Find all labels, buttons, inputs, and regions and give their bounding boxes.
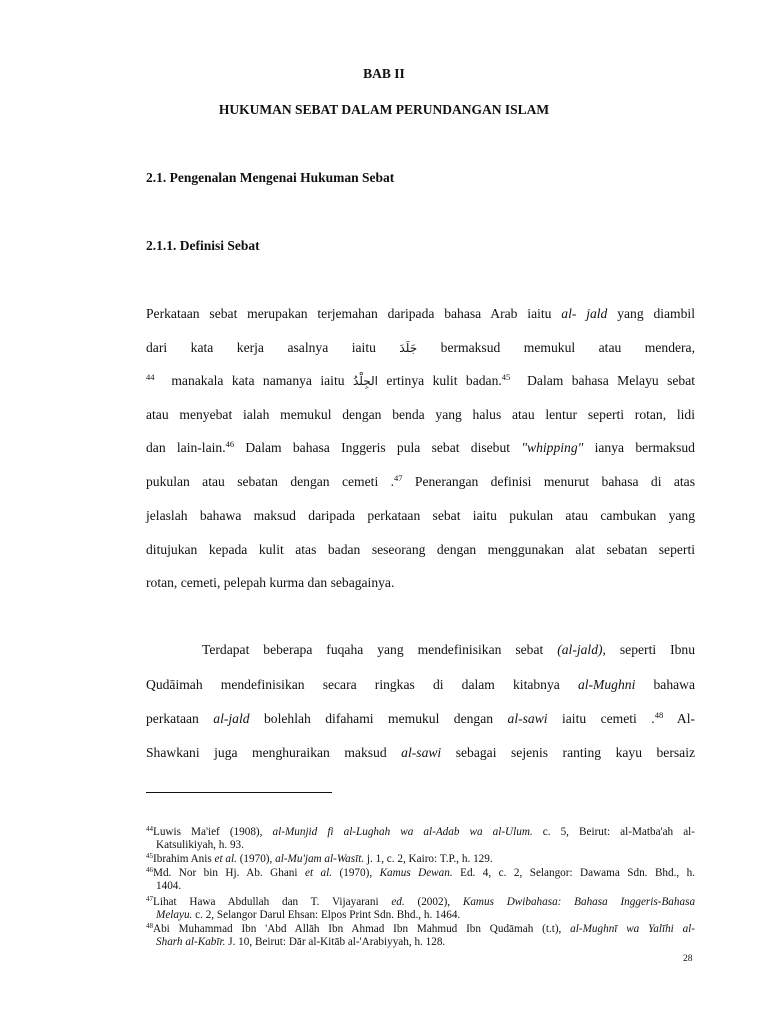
p2-line-4: Shawkani juga menghuraikan maksud al-sawi sebagai sejenis ranting kayu bersaiz	[146, 745, 696, 760]
p1-line-6: pukulan atau sebatan dengan cemeti .$^{47}$ Penerangan definisi menurut bahasa di atas	[146, 473, 695, 489]
p2-line-2: Qudāimah mendefinisikan secara ringkas di dalam kitabnya al-Mughni bahawa	[146, 677, 695, 692]
p1-line-2: dari kata kerja asalnya iaitu جَلَدَ bermaksud memukul atau mendera,	[146, 340, 695, 355]
footnote-44: $^{44}$Luwis Ma'ief (1908), al-Munjid fi al-Lughah wa al-Adab wa al-Ulum. c. 5, Beirut: al-Matba'ah al-	[146, 825, 695, 838]
footnote-45: $^{45}$Ibrahim Anis et al. (1970), al-Mu'jam al-Wasīt. j. 1, c. 2, Kairo: T.P., h. 129.	[146, 852, 493, 865]
chapter-title: HUKUMAN SEBAT DALAM PERUNDANGAN ISLAM	[218, 102, 550, 117]
footnote-46: $^{46}$Md. Nor bin Hj. Ab. Ghani et al. (1970), Kamus Dewan. Ed. 4, c. 2, Selangor: Dawama Sdn. Bhd., h.	[146, 866, 696, 879]
p1-line-9: rotan, cemeti, pelepah kurma dan sebagainya.	[146, 575, 395, 590]
arabic-noun: الجِلْدُ	[352, 374, 378, 388]
section-heading: 2.1. Pengenalan Mengenai Hukuman Sebat	[146, 170, 395, 185]
arabic-verb: جَلَدَ	[399, 341, 418, 355]
page-number: 28	[683, 954, 693, 964]
footnote-46-cont: 1404.	[156, 880, 182, 892]
p1-line-7: jelaslah bahawa maksud daripada perkataan sebat iaitu pukulan atau cambukan yang	[146, 508, 695, 523]
p2-line-3: perkataan al-jald bolehlah difahami memukul dengan al-sawi iaitu cemeti .$^{48}$ Al-	[146, 710, 696, 726]
p1-line-5: dan lain-lain.$^{46}$ Dalam bahasa Inggeris pula sebat disebut "whipping" ianya bermaksud	[146, 439, 695, 455]
chapter-label: BAB II	[363, 66, 405, 81]
p1-line-4: atau menyebat ialah memukul dengan benda yang halus atau lentur seperti rotan, lidi	[146, 407, 695, 422]
p1-line-3: $^{44}$ manakala kata namanya iaitu الجِلْدُ ertinya kulit badan.$^{45}$ Dalam bahasa Melayu sebat	[146, 372, 696, 388]
p1-line-1: Perkataan sebat merupakan terjemahan daripada bahasa Arab iaitu al- jald yang diambil	[146, 306, 695, 321]
footnote-47-cont: Melayu. c. 2, Selangor Darul Ehsan: Elpos Print Sdn. Bhd., h. 1464.	[156, 909, 461, 921]
footnote-47: $^{47}$Lihat Hawa Abdullah dan T. Vijayarani ed. (2002), Kamus Dwibahasa: Bahasa Inggeris-Bahasa	[146, 895, 696, 908]
footnote-separator	[146, 792, 332, 793]
footnote-48: $^{48}$Abi Muhammad Ibn 'Abd Allāh Ibn Ahmad Ibn Mahmud Ibn Qudāmah (t.t), al-Mughnī wa Yalīhi al-	[146, 922, 696, 935]
footnote-44-cont: Katsulikiyah, h. 93.	[156, 839, 244, 851]
footnote-48-cont: Sharh al-Kabīr. J. 10, Beirut: Dār al-Kitāb al-'Arabiyyah, h. 128.	[156, 936, 446, 948]
subsection-heading: 2.1.1. Definisi Sebat	[146, 238, 260, 253]
p1-line-8: ditujukan kepada kulit atas badan seseorang dengan menggunakan alat sebatan seperti	[146, 542, 695, 557]
p2-line-1: Terdapat beberapa fuqaha yang mendefinisikan sebat (al-jald), seperti Ibnu	[202, 642, 695, 657]
